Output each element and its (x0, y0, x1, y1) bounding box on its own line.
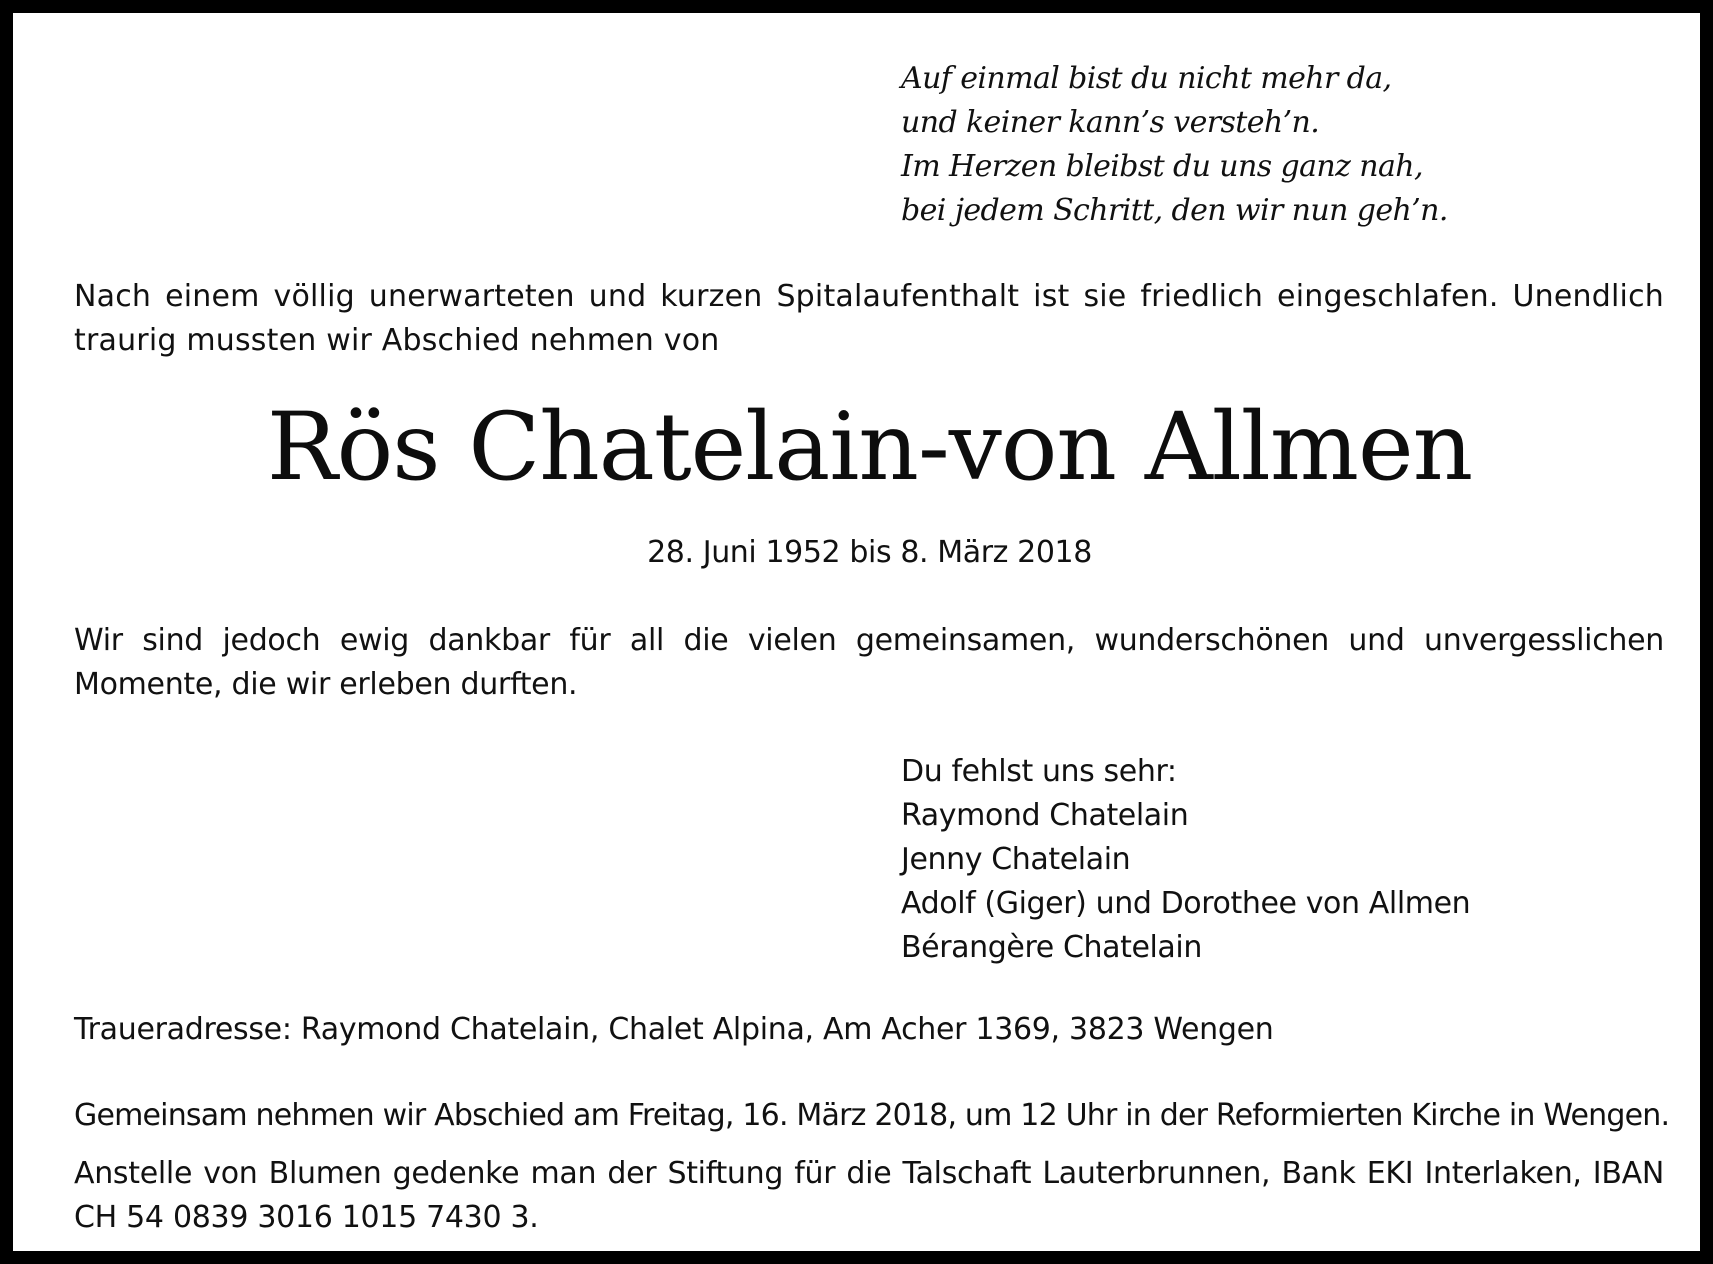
mourner-name: Adolf (Giger) und Dorothee von Allmen (901, 886, 1471, 921)
mourner-name: Bérangère Chatelain (901, 930, 1202, 965)
life-dates: 28. Juni 1952 bis 8. März 2018 (647, 535, 1092, 570)
mourners-list (901, 750, 1470, 970)
mourner-name: Raymond Chatelain (901, 798, 1189, 833)
poem-line: bei jedem Schritt, den wir nun geh’n. (901, 193, 1448, 228)
donation-info: Anstelle von Blumen gedenke man der Stiftung für die Talschaft Lauterbrunnen, Bank EKI Interlaken, IBAN CH 54 0839 3016 1015 7430 3. (74, 1156, 1664, 1235)
mourning-address: Traueradresse: Raymond Chatelain, Chalet Alpina, Am Acher 1369, 3823 Wengen (74, 1012, 1274, 1047)
poem-line: und keiner kann’s versteh’n. (901, 105, 1320, 140)
poem-line: Im Herzen bleibst du uns ganz nah, (901, 149, 1423, 184)
mourner-name: Jenny Chatelain (901, 842, 1131, 877)
poem-line: Auf einmal bist du nicht mehr da, (901, 61, 1392, 96)
intro-paragraph: Nach einem völlig unerwarteten und kurzen Spitalaufenthalt ist sie friedlich eingeschlafen. Unendlich traurig mussten wir Abschied nehmen von (74, 279, 1664, 358)
ceremony-info: Gemeinsam nehmen wir Abschied am Freitag, 16. März 2018, um 12 Uhr in der Reformierten Kirche in Wengen. (74, 1098, 1670, 1133)
mourners-heading: Du fehlst uns sehr: (901, 754, 1177, 789)
poem (901, 57, 1448, 233)
thanks-paragraph: Wir sind jedoch ewig dankbar für all die vielen gemeinsamen, wunderschönen und unvergesslichen Momente, die wir erleben durften. (74, 623, 1664, 702)
deceased-name: Rös Chatelain-von Allmen (266, 393, 1473, 502)
